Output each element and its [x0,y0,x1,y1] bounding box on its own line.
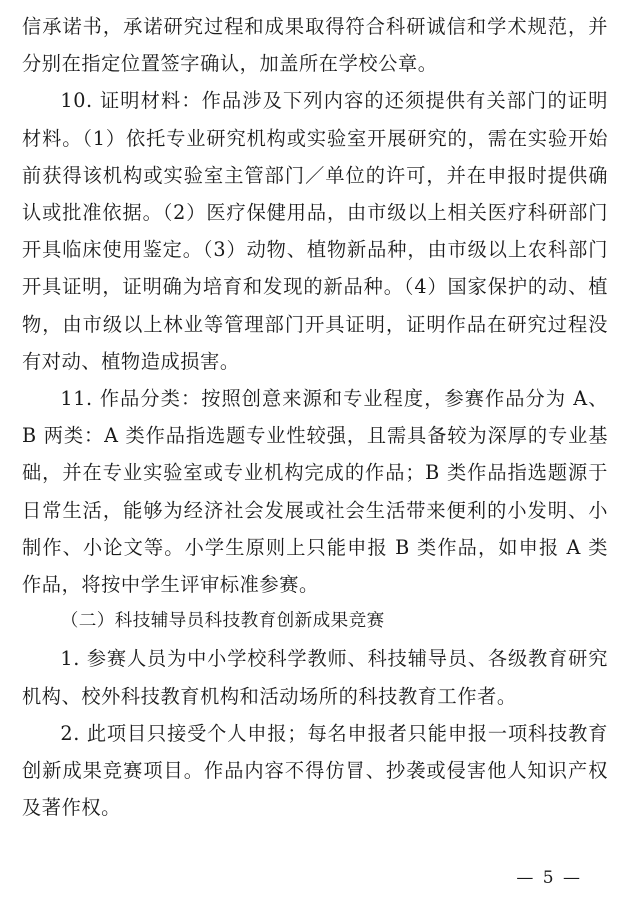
paragraph-item-10-proof-materials: 10. 证明材料：作品涉及下列内容的还须提供有关部门的证明材料。（1）依托专业研究机构或实验室开展研究的，需在实验开始前获得该机构或实验室主管部门／单位的许可，并在申报时提供确认或批准依据。（2）医疗保健用品，由市级以上相关医疗科研部门开具临床使用鉴定。（3）动物、植物新品种，由市级以上农科部门开具证明，证明确为培育和发现的新品种。（4）国家保护的动、植物，由市级以上林业等管理部门开具证明，证明作品在研究过程没有对动、植物造成损害。 [22,89,608,373]
paragraph-section2-item-2: 2. 此项目只接受个人申报；每名申报者只能申报一项科技教育创新成果竞赛项目。作品内容不得仿冒、抄袭或侵害他人知识产权及著作权。 [22,721,608,820]
page-number: — 5 — [516,868,582,888]
section-heading: （二）科技辅导员科技教育创新成果竞赛 [60,611,385,632]
paragraph-section2-item-1: 1. 参赛人员为中小学校科学教师、科技辅导员、各级教育研究机构、校外科技教育机构和活动场所的科技教育工作者。 [22,647,608,708]
document-page [22,8,608,826]
paragraph-item-11-work-classification: 11. 作品分类：按照创意来源和专业程度，参赛作品分为 A、B 两类：A 类作品指选题专业性较强，且需具备较为深厚的专业基础，并在专业实验室或专业机构完成的作品；B 类作品指选题源于日常生活，能够为经济社会发展或社会生活带来便利的小发明、小制作、小论文等。小学生原则上只能申报 B 类作品，如申报 A 类作品，将按中学生评审标准参赛。 [22,387,608,597]
paragraph-continuation: 信承诺书，承诺研究过程和成果取得符合科研诚信和学术规范，并分别在指定位置签字确认，加盖所在学校公章。 [22,15,608,76]
